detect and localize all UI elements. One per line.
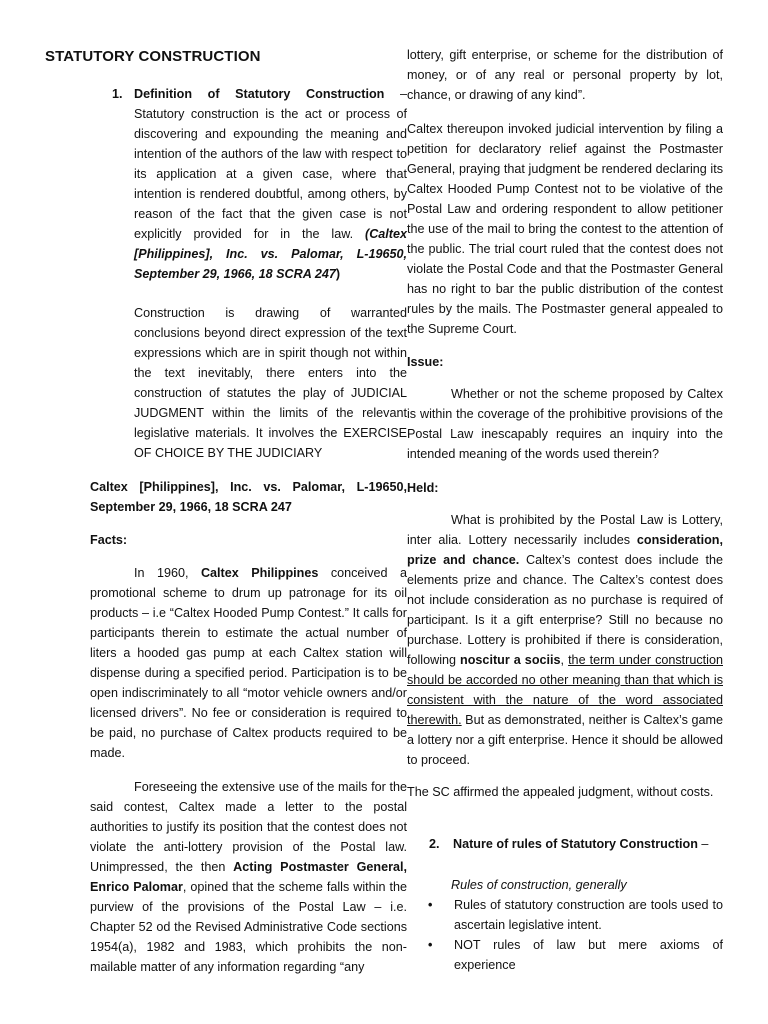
facts-official: Acting Postmaster General, Enrico Palomar (90, 860, 407, 894)
held-text: Caltex’s contest does include the elements prize and chance. The Caltex’s contest does not include consideration as no purchase is required of participant. Is it a gift enterprise? Still no because no purchase. Lottery is prohibited if there is consideration, following (407, 553, 723, 667)
item-number: 2. (429, 837, 440, 851)
definition-item (90, 84, 407, 284)
held-maxim: noscitur a sociis (460, 653, 561, 667)
list-item (407, 895, 723, 935)
document-title: STATUTORY CONSTRUCTION (45, 48, 261, 65)
issue-label: Issue: (407, 355, 444, 369)
definition-text: Statutory construction is the act or process of discovering and expounding the meaning and intention of the authors of the law with respect to its application at a given case, where that intention is rendered doubtful, among others, by reason of the fact that the given case is not explicitly provided for in the law. (134, 107, 407, 241)
citation-close: ) (335, 267, 341, 281)
definition-citation: (Caltex [Philippines], Inc. vs. Palomar, L-19650, September 29, 1966, 18 SCRA 247 (134, 227, 407, 281)
item-heading: Nature of rules of Statutory Construction (453, 837, 698, 851)
facts-label: Facts: (90, 533, 128, 547)
facts-text: Foreseeing the extensive use of the mails for the said contest, Caltex made a letter to the postal authorities to justify its position that the contest does not violate the anti-lottery provision of the Postal law. Unimpressed, the then (90, 780, 407, 874)
nature-item (429, 834, 708, 854)
list-item-text: NOT rules of law but mere axioms of experience (454, 938, 723, 972)
construction-paragraph: Construction is drawing of warranted conclusions beyond direct expression of the text expressions which are in spirit though not within the text inevitably, there enters into the construction of statutes the play of JUDICIAL JUDGMENT within the limits of the relevant legislative materials. It involves the EXERCISE OF CHOICE BY THE JUDICIARY (134, 306, 407, 460)
held-text: , (560, 653, 569, 667)
list-item (407, 935, 723, 975)
held-label: Held: (407, 481, 439, 495)
facts-paragraph-2 (90, 777, 407, 977)
facts-text: , opined that the scheme falls within the purview of the provisions of the Postal Law – i.e. Chapter 52 od the Revised Administrative Code sections 1954(a), 1982 and 1983, which prohibits the non-mailable matter of any information regarding “any (90, 880, 407, 974)
case-title: Caltex [Philippines], Inc. vs. Palomar, L-19650, September 29, 1966, 18 SCRA 247 (90, 480, 407, 514)
continued-paragraph: lottery, gift enterprise, or scheme for the distribution of money, or of any real or personal property by lot, chance, or drawing of any kind”. (407, 48, 723, 102)
held-underlined-rule: the term under construction should be accorded no other meaning than that which is consistent with the nature of the word associated therewith. (407, 653, 723, 727)
held-paragraph (407, 510, 723, 770)
facts-text: conceived a promotional scheme to drum up patronage for its oil products – i.e “Caltex Hooded Pump Contest.” It calls for participants therein to estimate the actual number of liters a hooded gas pump at each Caltex station will dispense during a specified period. Participation is to be open indiscriminately to all “motor vehicle owners and/or licensed drivers”. No fee or consideration is required to be paid, no purchase of Caltex products required to be made. (90, 566, 407, 760)
bullet-icon: • (428, 938, 433, 952)
rules-list (407, 895, 723, 975)
issue-text: Whether or not the scheme proposed by Caltex is within the coverage of the prohibitive provisions of the Postal Law inescapably requires an inquiry into the intended meaning of the words used therein? (407, 387, 723, 461)
held-text: What is prohibited by the Postal Law is Lottery, inter alia. Lottery necessarily includes (407, 513, 723, 547)
held-elements: consideration, prize and chance. (407, 533, 723, 567)
sc-paragraph: The SC affirmed the appealed judgment, without costs. (407, 785, 714, 799)
list-item-text: Rules of statutory construction are tools used to ascertain legislative intent. (454, 898, 723, 932)
subheading: Rules of construction, generally (451, 878, 627, 892)
facts-text: In 1960, (134, 566, 201, 580)
facts-company: Caltex Philippines (200, 566, 319, 580)
bullet-icon: • (428, 898, 433, 912)
item-number: 1. (112, 87, 123, 101)
petition-paragraph: Caltex thereupon invoked judicial intervention by filing a petition for declaratory relief against the Postmaster General, praying that judgment be rendered declaring its Caltex Hooded Pump Contest not to be violative of the Postal Law and ordering respondent to allow petitioner the use of the mail to bring the contest to the attention of the public. The trial court ruled that the contest does not violate the Postal Code and that the Postmaster General has no right to bar the public distribution of the contest rules by the mails. The Postmaster general appealed to the Supreme Court. (407, 122, 723, 336)
held-text: But as demonstrated, neither is Caltex’s game a lottery nor a gift enterprise. Hence it should be allowed to proceed. (407, 713, 723, 767)
facts-paragraph-1 (90, 563, 407, 763)
item-dash: – (697, 837, 709, 851)
item-dash: – (384, 87, 407, 101)
item-heading: Definition of Statutory Construction (134, 87, 385, 101)
